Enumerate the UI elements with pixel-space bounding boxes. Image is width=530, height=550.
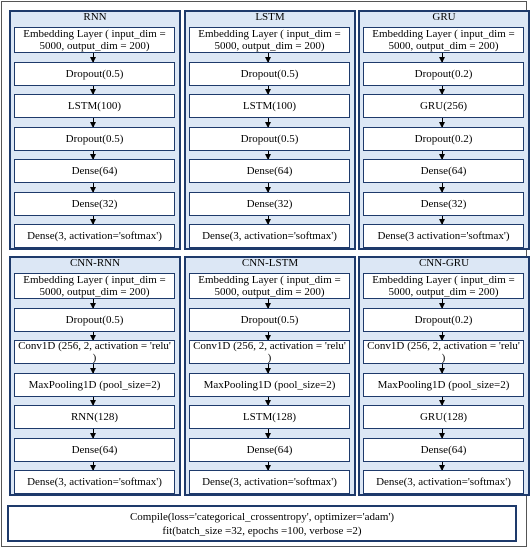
down-arrow-icon — [268, 151, 269, 159]
down-arrow-icon — [442, 462, 443, 470]
layer-box: Dense(3, activation='softmax') — [14, 224, 175, 248]
down-arrow-icon — [442, 364, 443, 373]
down-arrow-icon — [93, 151, 94, 159]
layer-box: Dense(64) — [14, 159, 175, 183]
down-arrow-icon — [268, 332, 269, 340]
model-panel-lstm — [184, 10, 356, 250]
down-arrow-icon — [93, 332, 94, 340]
panel-title: LSTM — [255, 11, 285, 23]
layer-box: Dense(3 activation='softmax') — [363, 224, 524, 248]
down-arrow-icon — [442, 397, 443, 405]
model-panel-cnn-rnn — [9, 256, 181, 496]
down-arrow-icon — [268, 53, 269, 62]
layer-box: Embedding Layer ( input_dim = 5000, output_dim = 200) — [189, 273, 350, 299]
layer-box: Conv1D (256, 2, activation = 'relu' ) — [363, 340, 524, 364]
layer-box: Dropout(0.5) — [189, 127, 350, 151]
layer-box: Dense(3, activation='softmax') — [189, 224, 350, 248]
compile-box — [7, 505, 517, 542]
down-arrow-icon — [442, 151, 443, 159]
down-arrow-icon — [442, 118, 443, 127]
layer-box: Dense(64) — [189, 438, 350, 462]
layer-box: Embedding Layer ( input_dim = 5000, output_dim = 200) — [14, 27, 175, 53]
down-arrow-icon — [268, 364, 269, 373]
layer-box: LSTM(100) — [189, 94, 350, 118]
layer-box: GRU(256) — [363, 94, 524, 118]
down-arrow-icon — [442, 53, 443, 62]
down-arrow-icon — [93, 299, 94, 308]
down-arrow-icon — [93, 86, 94, 94]
down-arrow-icon — [93, 429, 94, 438]
layer-box: Dropout(0.2) — [363, 127, 524, 151]
down-arrow-icon — [268, 86, 269, 94]
down-arrow-icon — [442, 332, 443, 340]
layer-box: Dropout(0.2) — [363, 308, 524, 332]
down-arrow-icon — [442, 299, 443, 308]
layer-box: Dropout(0.5) — [14, 308, 175, 332]
down-arrow-icon — [442, 216, 443, 224]
down-arrow-icon — [268, 118, 269, 127]
layer-box: Dropout(0.5) — [14, 127, 175, 151]
model-panel-cnn-lstm — [184, 256, 356, 496]
down-arrow-icon — [93, 462, 94, 470]
model-panel-rnn — [9, 10, 181, 250]
layer-box: MaxPooling1D (pool_size=2) — [363, 373, 524, 397]
layer-box: Dense(3, activation='softmax') — [363, 470, 524, 494]
panel-title: GRU — [432, 11, 456, 23]
layer-box: Dense(32) — [189, 192, 350, 216]
layer-box: Dense(32) — [363, 192, 524, 216]
down-arrow-icon — [442, 429, 443, 438]
panel-title: CNN-RNN — [69, 257, 121, 269]
down-arrow-icon — [93, 53, 94, 62]
layer-box: Conv1D (256, 2, activation = 'relu' ) — [189, 340, 350, 364]
layer-box: Dropout(0.5) — [189, 308, 350, 332]
layer-box: LSTM(128) — [189, 405, 350, 429]
model-panel-gru — [358, 10, 530, 250]
layer-box: Dense(3, activation='softmax') — [189, 470, 350, 494]
layer-box: LSTM(100) — [14, 94, 175, 118]
layer-box: Dense(64) — [14, 438, 175, 462]
down-arrow-icon — [93, 216, 94, 224]
layer-box: Embedding Layer ( input_dim = 5000, output_dim = 200) — [14, 273, 175, 299]
layer-box: MaxPooling1D (pool_size=2) — [14, 373, 175, 397]
down-arrow-icon — [93, 364, 94, 373]
down-arrow-icon — [268, 397, 269, 405]
layer-box: GRU(128) — [363, 405, 524, 429]
panel-title: RNN — [83, 11, 107, 23]
layer-box: Dense(32) — [14, 192, 175, 216]
down-arrow-icon — [268, 216, 269, 224]
down-arrow-icon — [93, 397, 94, 405]
layer-box: Dense(64) — [363, 438, 524, 462]
layer-box: Dense(64) — [363, 159, 524, 183]
down-arrow-icon — [268, 429, 269, 438]
layer-box: Conv1D (256, 2, activation = 'relu' ) — [14, 340, 175, 364]
down-arrow-icon — [442, 183, 443, 192]
panel-title: CNN-GRU — [418, 257, 470, 269]
layer-box: Dense(3, activation='softmax') — [14, 470, 175, 494]
down-arrow-icon — [268, 299, 269, 308]
fit-line: fit(batch_size =32, epochs =100, verbose =2) — [162, 525, 362, 537]
down-arrow-icon — [268, 183, 269, 192]
layer-box: Dropout(0.5) — [189, 62, 350, 86]
down-arrow-icon — [93, 118, 94, 127]
layer-box: MaxPooling1D (pool_size=2) — [189, 373, 350, 397]
model-panel-cnn-gru — [358, 256, 530, 496]
layer-box: Dense(64) — [189, 159, 350, 183]
layer-box: Dropout(0.2) — [363, 62, 524, 86]
down-arrow-icon — [442, 86, 443, 94]
layer-box: Embedding Layer ( input_dim = 5000, output_dim = 200) — [363, 27, 524, 53]
panel-title: CNN-LSTM — [241, 257, 299, 269]
layer-box: RNN(128) — [14, 405, 175, 429]
down-arrow-icon — [268, 462, 269, 470]
compile-line: Compile(loss='categorical_crossentropy', optimizer='adam') — [129, 511, 395, 523]
layer-box: Embedding Layer ( input_dim = 5000, output_dim = 200) — [363, 273, 524, 299]
layer-box: Embedding Layer ( input_dim = 5000, output_dim = 200) — [189, 27, 350, 53]
layer-box: Dropout(0.5) — [14, 62, 175, 86]
down-arrow-icon — [93, 183, 94, 192]
